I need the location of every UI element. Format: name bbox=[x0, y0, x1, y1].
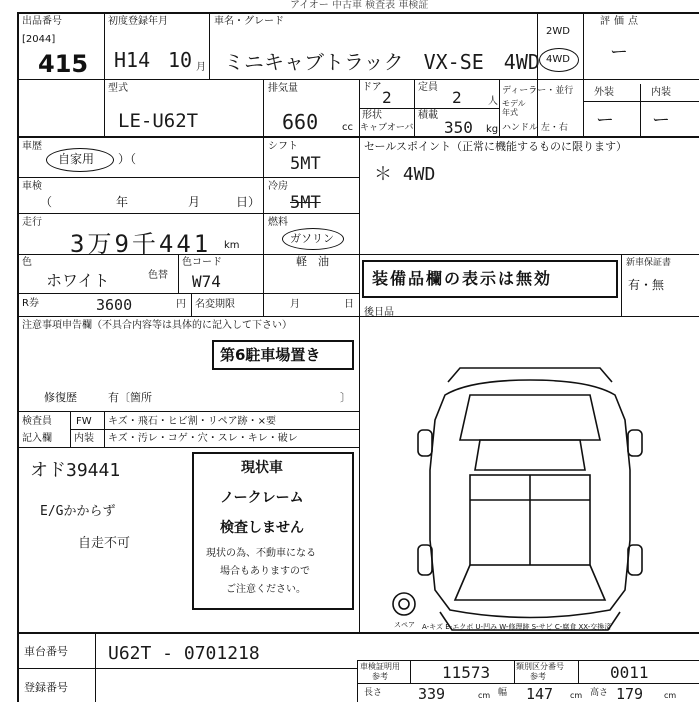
handnote-odo: オド39441 bbox=[30, 460, 121, 481]
sales-value: ＊ 4WD bbox=[374, 164, 436, 185]
parking-text: 第6駐車場置き bbox=[220, 346, 321, 364]
name-value: ミニキャブトラック VX-SE 4WD bbox=[224, 50, 540, 74]
fuel-other: 軽 油 bbox=[296, 255, 329, 268]
checker-in: 内装 bbox=[74, 433, 94, 444]
drive-2wd: 2WD bbox=[546, 26, 570, 37]
modelyear-label2: 年式 bbox=[502, 108, 518, 117]
load-label: 積載 bbox=[418, 110, 438, 121]
dealer-label: ディーラー・並行 bbox=[502, 86, 574, 96]
warning-l4: 現状の為、不動車になる bbox=[206, 548, 316, 559]
interior-label: 内装 bbox=[651, 87, 671, 98]
spare-label: スペア bbox=[394, 621, 415, 629]
handnote-engine: E/Gかからず bbox=[40, 504, 116, 519]
disp-label: 排気量 bbox=[268, 83, 298, 94]
history-label: 車歴 bbox=[22, 141, 42, 152]
warning-l3: 検査しません bbox=[220, 520, 304, 536]
category-value: 0011 bbox=[610, 663, 649, 682]
cert-label1: 車検証明用 bbox=[360, 662, 400, 671]
inspection-month: 月 bbox=[188, 195, 201, 209]
disp-value: 660 bbox=[282, 110, 319, 134]
warranty-label: 新車保証書 bbox=[626, 258, 672, 268]
grade-label: 評価点 bbox=[600, 16, 642, 27]
drive-4wd: 4WD bbox=[546, 54, 570, 65]
repair-label: 修復歴 bbox=[44, 391, 77, 404]
cap-unit: 人 bbox=[488, 96, 498, 107]
fuel-value: ガソリン bbox=[290, 232, 334, 245]
dims-len-label: 長さ bbox=[364, 688, 383, 698]
inspection-year: 年 bbox=[116, 195, 129, 209]
shape-label: 形状 bbox=[362, 110, 382, 121]
recycle-value: 3600 bbox=[96, 296, 133, 314]
shift-value: 5MT bbox=[290, 154, 321, 174]
dims-len-unit: cm bbox=[478, 691, 491, 700]
reg-year: H14 bbox=[114, 48, 151, 72]
exterior-label: 外装 bbox=[594, 87, 614, 98]
warning-l1: 現状車 bbox=[241, 460, 283, 476]
handle-label: ハンドル 左・右 bbox=[502, 123, 568, 133]
dims-hgt: 179 bbox=[616, 685, 644, 703]
fuel-label: 燃料 bbox=[268, 217, 288, 228]
cert-value: 11573 bbox=[442, 663, 491, 682]
load-unit: kg bbox=[486, 124, 499, 135]
color-change-label: 色替 bbox=[148, 270, 168, 281]
aircon-value: 5MT bbox=[290, 193, 321, 213]
inspection-paren: （ bbox=[40, 195, 53, 209]
cap-value: 2 bbox=[452, 88, 462, 107]
inspection-day: 日） bbox=[236, 195, 261, 209]
mileage-label: 走行 bbox=[22, 217, 42, 228]
cert-label2: 参考 bbox=[372, 672, 388, 681]
load-value: 350 bbox=[444, 118, 473, 137]
exterior-value: ー bbox=[596, 110, 614, 131]
header-partial-title: アイオー 中古車 検査表 車検証 bbox=[290, 0, 429, 11]
cap-label: 定員 bbox=[418, 82, 438, 93]
mileage-unit: km bbox=[224, 240, 240, 251]
shape-value: キャブオーバ bbox=[360, 123, 414, 133]
mileage-value: 3万9千441 bbox=[70, 230, 212, 258]
lot-number: 415 bbox=[38, 50, 89, 78]
warning-l2: ノークレーム bbox=[220, 490, 304, 506]
recycle-label: R券 bbox=[22, 298, 39, 309]
doors-label: ドア bbox=[362, 82, 382, 93]
category-label1: 類別区分番号 bbox=[516, 662, 564, 671]
dims-wid-unit: cm bbox=[570, 691, 583, 700]
lot-label: 出品番号 bbox=[22, 16, 62, 27]
interior-value: ー bbox=[652, 110, 670, 131]
recycle-day: 日 bbox=[344, 299, 354, 310]
checker-label1: 検査員 bbox=[22, 416, 52, 427]
history-value: 自家用 bbox=[58, 152, 95, 166]
recycle-unit: 円 bbox=[176, 299, 186, 310]
color-value: ホワイト bbox=[46, 271, 110, 290]
lot-sub: [2044] bbox=[22, 34, 56, 45]
model-label: 型式 bbox=[108, 83, 128, 94]
model-value: LE-U62T bbox=[118, 110, 199, 132]
checker-label2: 記入欄 bbox=[22, 433, 52, 444]
handnote-immobile: 自走不可 bbox=[78, 536, 131, 551]
modelyear-label1: モデル bbox=[502, 99, 526, 108]
aircon-label: 冷房 bbox=[268, 181, 288, 192]
color-code: W74 bbox=[192, 272, 221, 291]
recycle-month: 月 bbox=[290, 299, 300, 310]
reg-label: 初度登録年月 bbox=[108, 16, 168, 27]
reg-month: 10 bbox=[168, 48, 193, 72]
shift-label: シフト bbox=[268, 141, 298, 152]
name-label: 車名・グレード bbox=[214, 16, 284, 27]
inspection-label: 車検 bbox=[22, 181, 42, 192]
sales-label: セールスポイント（正常に機能するものに限ります） bbox=[364, 140, 628, 153]
regno-label: 登録番号 bbox=[24, 681, 68, 694]
warning-l5: 場合もありますので bbox=[220, 566, 310, 577]
checker-in-items: キズ・汚レ・コゲ・穴・スレ・キレ・破レ bbox=[108, 433, 298, 444]
dims-hgt-unit: cm bbox=[664, 691, 677, 700]
checker-fw-items: キズ・飛石・ヒビ割・リペア跡・×要 bbox=[108, 416, 276, 427]
recycle-expiry: 名変期限 bbox=[195, 299, 235, 310]
warning-l6: ご注意ください。 bbox=[226, 584, 306, 595]
repair-close: 〕 bbox=[340, 391, 351, 404]
dims-len: 339 bbox=[418, 685, 446, 703]
dims-hgt-label: 高さ bbox=[590, 688, 609, 698]
repair-value: 有〔箇所 bbox=[108, 391, 152, 404]
dims-wid: 147 bbox=[526, 685, 554, 703]
grade-value: ー bbox=[610, 42, 628, 63]
dims-wid-label: 幅 bbox=[498, 688, 508, 698]
later-label: 後日品 bbox=[364, 307, 394, 318]
warranty-value: 有・無 bbox=[628, 278, 665, 292]
notes-label: 注意事項申告欄（不具合内容等は具体的に記入して下さい） bbox=[22, 320, 292, 331]
category-label2: 参考 bbox=[530, 672, 546, 681]
color-label: 色 bbox=[22, 257, 32, 268]
color-code-label: 色コード bbox=[182, 257, 222, 268]
notice-text: 装備品欄の表示は無効 bbox=[372, 269, 553, 288]
chassis-label: 車台番号 bbox=[24, 645, 68, 658]
disp-unit: cc bbox=[342, 122, 353, 133]
reg-month-unit: 月 bbox=[196, 62, 206, 73]
doors-value: 2 bbox=[382, 88, 392, 107]
history-paren: ）（ bbox=[118, 152, 137, 166]
damage-legend: A-キズ E-エクボ U-凹み W-修理跡 S-サビ C-腐食 XX-交換済 bbox=[422, 623, 612, 631]
checker-fw: FW bbox=[76, 416, 92, 427]
chassis-value: U62T - 0701218 bbox=[108, 643, 260, 664]
